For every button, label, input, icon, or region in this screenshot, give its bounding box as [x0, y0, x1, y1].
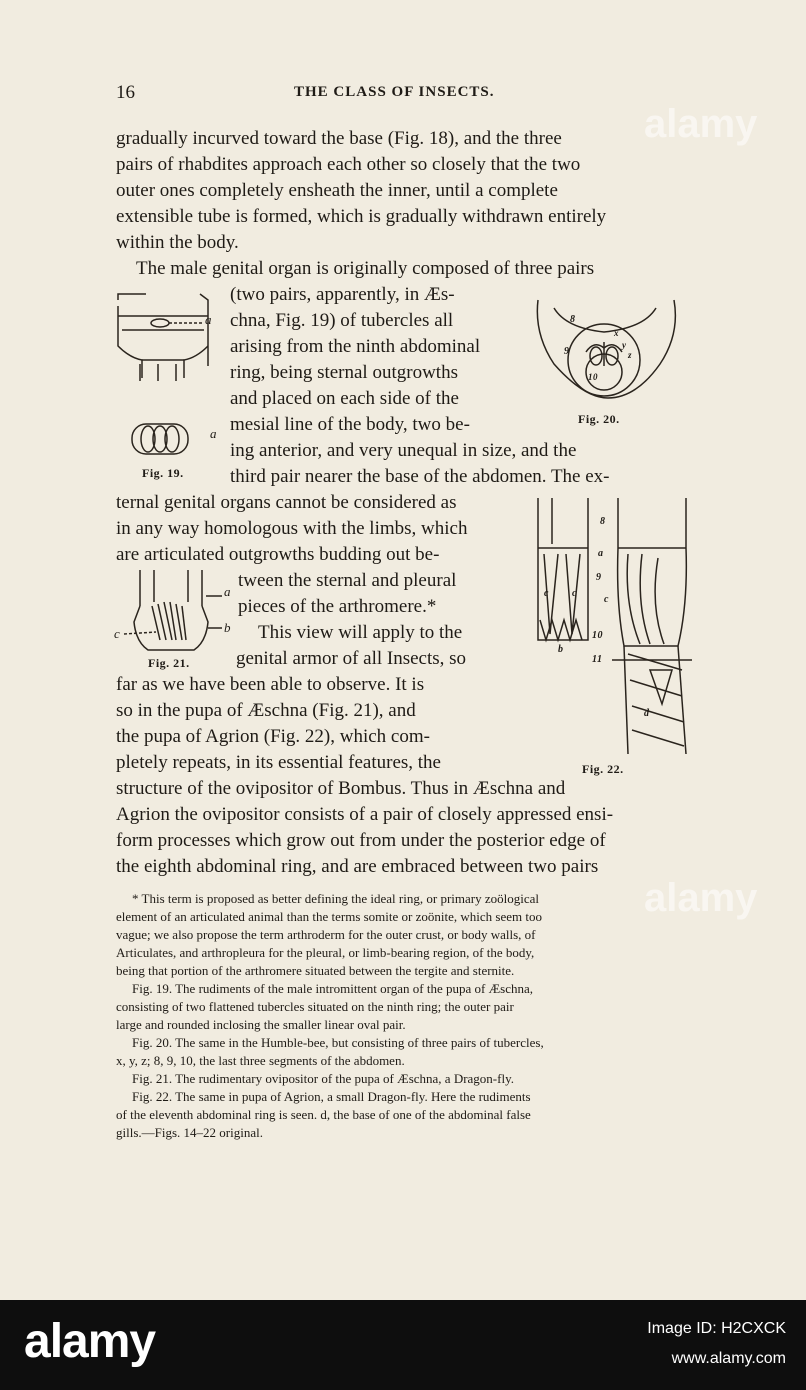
figure-22-label-d: d — [644, 708, 650, 719]
body-line: gradually incurved toward the base (Fig. 18), and the three — [116, 128, 562, 149]
figure-22-label-a: a — [598, 548, 604, 559]
body-line: so in the pupa of Æschna (Fig. 21), and — [116, 700, 416, 721]
body-line: the pupa of Agrion (Fig. 22), which com- — [116, 726, 430, 747]
body-line: pieces of the arthromere.* — [238, 596, 437, 617]
figure-21 — [112, 566, 237, 670]
figure-20-label-10: 10 — [588, 372, 598, 382]
body-line: pletely repeats, in its essential features, the — [116, 752, 441, 773]
body-line: ing anterior, and very unequal in size, and the — [230, 440, 577, 461]
body-line: arising from the ninth abdominal — [230, 336, 481, 357]
figure-19-caption: Fig. 19. — [142, 466, 184, 480]
footnote-line: Articulates, and arthropleura for the pleural, or limb-bearing region, of the body, — [116, 945, 535, 960]
footnote-line: * This term is proposed as better defining the ideal ring, or primary zoölogical — [132, 891, 539, 906]
figure-20 — [534, 294, 680, 434]
body-line: within the body. — [116, 232, 239, 253]
image-id: Image ID: H2CXCK — [647, 1320, 786, 1337]
body-line: ring, being sternal outgrowths — [230, 362, 458, 383]
figure-20-label-y: y — [622, 340, 627, 350]
page-header — [116, 82, 696, 108]
body-line: outer ones completely ensheath the inner, until a complete — [116, 180, 558, 201]
figure-22 — [532, 494, 697, 780]
page-number: 16 — [116, 82, 135, 103]
figure-21-label-a: a — [224, 584, 231, 599]
figure-20-label-z: z — [628, 350, 633, 360]
body-line: Agrion the ovipositor consists of a pair of closely appressed ensi- — [116, 804, 614, 825]
figure-21-label-b: b — [224, 620, 231, 635]
body-line: are articulated outgrowths budding out be- — [116, 544, 440, 565]
body-line: pairs of rhabdites approach each other so closely that the two — [116, 154, 581, 175]
body-line: The male genital organ is originally composed of three pairs — [136, 258, 595, 279]
body-line: tween the sternal and pleural — [238, 570, 457, 591]
watermark: alamy — [644, 102, 758, 146]
figure-21-drawing — [112, 566, 237, 656]
watermark: alamy — [644, 876, 758, 920]
body-line: This view will apply to the — [258, 622, 463, 643]
figure-22-label-c-mid: c — [572, 588, 577, 599]
caption-line: consisting of two flattened tubercles situated on the ninth ring; the outer pair — [116, 999, 514, 1014]
figure-19 — [110, 286, 225, 486]
body-line: and placed on each side of the — [230, 388, 459, 409]
caption-line: large and rounded inclosing the smaller linear oval pair. — [116, 1017, 406, 1032]
body-line: in any way homologous with the limbs, which — [116, 518, 468, 539]
body-line: far as we have been able to observe. It is — [116, 674, 425, 695]
body-line: third pair nearer the base of the abdomen. The ex- — [230, 466, 610, 487]
caption-line: of the eleventh abdominal ring is seen. d, the base of one of the abdominal false — [116, 1107, 531, 1122]
figure-22-label-c-right: c — [604, 594, 609, 605]
footnote-line: vague; we also propose the term arthroderm for the outer crust, or body walls, of — [116, 927, 536, 942]
figure-21-caption: Fig. 21. — [148, 656, 190, 670]
figure-20-label-8: 8 — [570, 314, 576, 325]
caption-line: x, y, z; 8, 9, 10, the last three segments of the abdomen. — [116, 1053, 405, 1068]
figure-22-caption: Fig. 22. — [582, 762, 624, 776]
body-line: genital armor of all Insects, so — [236, 648, 467, 669]
figure-19-label-a-lower: a — [210, 426, 217, 441]
figure-20-label-9: 9 — [564, 346, 570, 357]
figure-22-label-10: 10 — [592, 630, 603, 641]
figure-22-label-b: b — [558, 644, 564, 655]
body-line: extensible tube is formed, which is gradually withdrawn entirely — [116, 206, 607, 227]
figure-22-label-8: 8 — [600, 516, 606, 527]
figure-22-drawing — [532, 494, 697, 760]
body-line: the eighth abdominal ring, and are embraced between two pairs — [116, 856, 599, 877]
figure-22-label-11: 11 — [592, 654, 603, 665]
footnote-line: element of an articulated animal than the terms somite or zoönite, which seem too — [116, 909, 542, 924]
figure-22-label-c-left: c — [544, 588, 549, 599]
body-line: ternal genital organs cannot be considered as — [116, 492, 457, 513]
figure-20-caption: Fig. 20. — [578, 412, 620, 426]
body-line: mesial line of the body, two be- — [230, 414, 470, 435]
footnote-line: being that portion of the arthromere situated between the tergite and sternite. — [116, 963, 515, 978]
figure-20-drawing — [534, 294, 680, 414]
body-line: (two pairs, apparently, in Æs- — [230, 284, 455, 305]
figure-20-label-x: x — [614, 328, 619, 338]
site-url: www.alamy.com — [671, 1350, 786, 1367]
caption-line: Fig. 21. The rudimentary ovipositor of the pupa of Æschna, a Dragon-fly. — [132, 1071, 514, 1086]
figure-22-label-9: 9 — [596, 572, 602, 583]
stock-footer — [0, 1300, 806, 1390]
running-head: THE CLASS OF INSECTS. — [294, 84, 495, 100]
figure-21-label-c: c — [114, 626, 121, 641]
caption-line: Fig. 19. The rudiments of the male intromittent organ of the pupa of Æschna, — [132, 981, 534, 996]
caption-line: Fig. 22. The same in pupa of Agrion, a small Dragon-fly. Here the rudiments — [132, 1089, 531, 1104]
caption-line: Fig. 20. The same in the Humble-bee, but consisting of three pairs of tubercles, — [132, 1035, 544, 1050]
body-line: structure of the ovipositor of Bombus. Thus in Æschna and — [116, 778, 566, 799]
body-line: form processes which grow out from under the posterior edge of — [116, 830, 606, 851]
figure-19-label-a: a — [205, 312, 212, 327]
brand-logo: alamy — [24, 1315, 156, 1368]
caption-line: gills.—Figs. 14–22 original. — [116, 1125, 263, 1140]
body-line: chna, Fig. 19) of tubercles all — [230, 310, 454, 331]
